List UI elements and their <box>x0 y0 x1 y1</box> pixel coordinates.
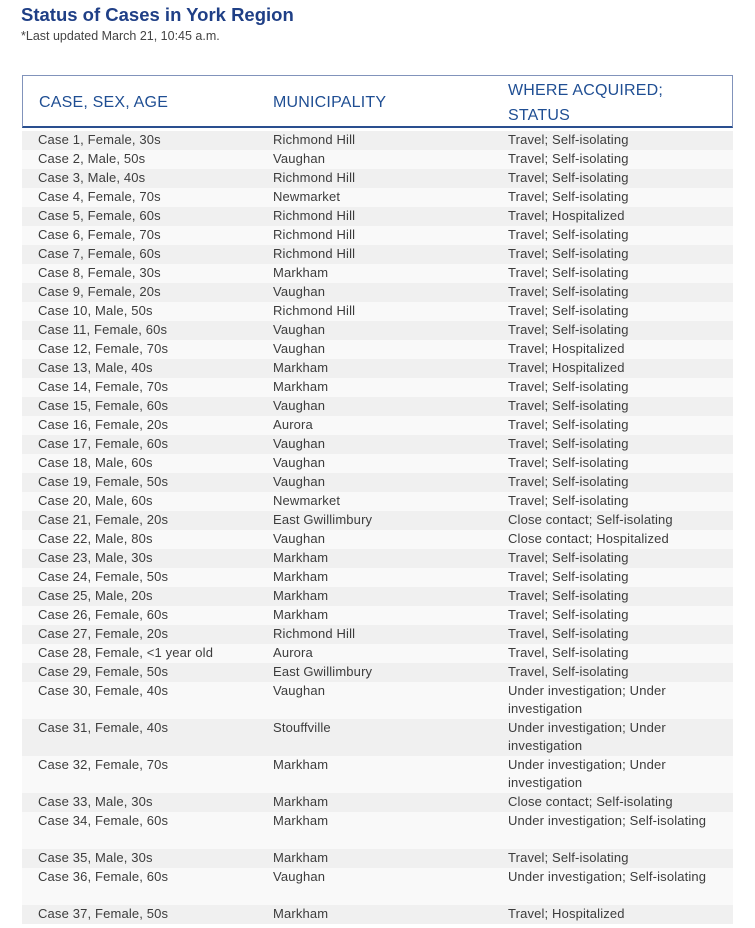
cell-municipality: Vaughan <box>273 436 326 451</box>
cell-status: Travel; Self-isolating <box>508 550 629 565</box>
cell-status: Travel; Hospitalized <box>508 341 625 356</box>
table-row <box>22 150 733 169</box>
cell-status: Travel; Self-isolating <box>508 436 629 451</box>
cell-municipality: Vaughan <box>273 531 326 546</box>
cell-case: Case 10, Male, 50s <box>38 303 153 318</box>
table-row <box>22 492 733 511</box>
cell-municipality: East Gwillimbury <box>273 664 373 679</box>
cell-case: Case 27, Female, 20s <box>38 626 169 641</box>
cell-case: Case 20, Male, 60s <box>38 493 153 508</box>
cell-status: Travel; Self-isolating <box>508 455 629 470</box>
table-row <box>22 568 733 587</box>
cell-status: Close contact; Self-isolating <box>508 794 673 809</box>
cell-case: Case 14, Female, 70s <box>38 379 169 394</box>
cell-municipality: Vaughan <box>273 474 326 489</box>
cell-municipality: Aurora <box>273 645 313 660</box>
cell-municipality: Newmarket <box>273 493 341 508</box>
header-where-acquired-status: WHERE ACQUIRED; STATUS <box>508 82 664 124</box>
cell-case: Case 23, Male, 30s <box>38 550 153 565</box>
cases-table <box>22 75 733 924</box>
cell-status: Travel; Self-isolating <box>508 569 629 584</box>
table-row <box>22 131 733 150</box>
cell-municipality: Markham <box>273 588 329 603</box>
cell-status: Travel; Hospitalized <box>508 208 625 223</box>
cell-case: Case 26, Female, 60s <box>38 607 169 622</box>
table-row <box>22 587 733 606</box>
cell-case: Case 13, Male, 40s <box>38 360 153 375</box>
cell-case: Case 12, Female, 70s <box>38 341 169 356</box>
cell-municipality: Markham <box>273 906 329 921</box>
table-row <box>22 530 733 549</box>
table-row <box>22 416 733 435</box>
cell-status: Travel; Self-isolating <box>508 607 629 622</box>
cell-case: Case 34, Female, 60s <box>38 813 169 828</box>
cell-status: Travel; Self-isolating <box>508 493 629 508</box>
table-row <box>22 905 733 924</box>
cell-status: Travel; Self-isolating <box>508 850 629 865</box>
cell-municipality: Vaughan <box>273 683 326 698</box>
cell-status: Travel; Self-isolating <box>508 265 629 280</box>
cell-status: Travel, Self-isolating <box>508 626 629 641</box>
table-row <box>22 435 733 454</box>
header-case-sex-age: CASE, SEX, AGE <box>39 94 169 111</box>
cell-case: Case 36, Female, 60s <box>38 869 169 884</box>
cell-status: Travel; Self-isolating <box>508 170 629 185</box>
table-header <box>22 75 733 128</box>
cell-municipality: Vaughan <box>273 398 326 413</box>
last-updated-note: *Last updated March 21, 10:45 a.m. <box>21 29 220 43</box>
table-row <box>22 302 733 321</box>
cell-municipality: Markham <box>273 850 329 865</box>
table-row <box>22 340 733 359</box>
cell-municipality: Vaughan <box>273 341 326 356</box>
table-body <box>22 131 733 924</box>
cell-status: Travel, Self-isolating <box>508 645 629 660</box>
cell-case: Case 5, Female, 60s <box>38 208 161 223</box>
cell-case: Case 7, Female, 60s <box>38 246 161 261</box>
cell-status: Travel; Self-isolating <box>508 227 629 242</box>
cell-case: Case 24, Female, 50s <box>38 569 169 584</box>
cell-municipality: Stouffville <box>273 720 331 735</box>
cell-case: Case 17, Female, 60s <box>38 436 169 451</box>
table-row <box>22 511 733 530</box>
cell-municipality: Richmond Hill <box>273 170 356 185</box>
cell-case: Case 6, Female, 70s <box>38 227 161 242</box>
table-row <box>22 868 733 905</box>
table-row <box>22 793 733 812</box>
cell-municipality: Markham <box>273 265 329 280</box>
table-row <box>22 682 733 719</box>
cell-municipality: East Gwillimbury <box>273 512 373 527</box>
cell-case: Case 25, Male, 20s <box>38 588 153 603</box>
table-row <box>22 606 733 625</box>
cell-municipality: Vaughan <box>273 284 326 299</box>
page-title: Status of Cases in York Region <box>21 4 294 25</box>
cell-case: Case 30, Female, 40s <box>38 683 169 698</box>
cell-case: Case 1, Female, 30s <box>38 132 161 147</box>
cell-status: Travel; Self-isolating <box>508 417 629 432</box>
cell-case: Case 35, Male, 30s <box>38 850 153 865</box>
cell-municipality: Markham <box>273 379 329 394</box>
table-row <box>22 397 733 416</box>
cell-case: Case 15, Female, 60s <box>38 398 169 413</box>
cell-status: Travel; Hospitalized <box>508 906 625 921</box>
cell-municipality: Vaughan <box>273 322 326 337</box>
table-row <box>22 756 733 793</box>
table-row <box>22 207 733 226</box>
cell-municipality: Markham <box>273 569 329 584</box>
cell-status: Under investigation; Under investigation <box>508 683 666 716</box>
cell-status: Travel; Self-isolating <box>508 588 629 603</box>
cell-status: Travel, Self-isolating <box>508 664 629 679</box>
cell-status: Travel; Self-isolating <box>508 151 629 166</box>
cell-status: Travel; Self-isolating <box>508 284 629 299</box>
table-row <box>22 549 733 568</box>
cell-municipality: Richmond Hill <box>273 132 356 147</box>
cell-case: Case 28, Female, <1 year old <box>38 645 214 660</box>
table-row <box>22 321 733 340</box>
cell-case: Case 11, Female, 60s <box>38 322 168 337</box>
cell-municipality: Richmond Hill <box>273 626 356 641</box>
cell-status: Close contact; Self-isolating <box>508 512 673 527</box>
cell-case: Case 22, Male, 80s <box>38 531 153 546</box>
table-row <box>22 454 733 473</box>
table-row <box>22 283 733 302</box>
cell-status: Travel; Self-isolating <box>508 398 629 413</box>
table-row <box>22 849 733 868</box>
cell-municipality: Vaughan <box>273 151 326 166</box>
cell-case: Case 3, Male, 40s <box>38 170 146 185</box>
cell-municipality: Markham <box>273 360 329 375</box>
table-row <box>22 812 733 849</box>
cell-case: Case 32, Female, 70s <box>38 757 169 772</box>
cell-status: Travel; Self-isolating <box>508 474 629 489</box>
cell-status: Under investigation; Under investigation <box>508 757 666 790</box>
table-row <box>22 663 733 682</box>
cell-status: Under investigation; Self-isolating <box>508 869 707 884</box>
cell-municipality: Richmond Hill <box>273 246 356 261</box>
cell-case: Case 8, Female, 30s <box>38 265 161 280</box>
table-row <box>22 188 733 207</box>
cell-municipality: Markham <box>273 813 329 828</box>
cell-status: Under investigation; Under investigation <box>508 720 666 753</box>
table-row <box>22 644 733 663</box>
cell-municipality: Richmond Hill <box>273 303 356 318</box>
cell-case: Case 37, Female, 50s <box>38 906 169 921</box>
cell-status: Travel; Self-isolating <box>508 246 629 261</box>
table-row <box>22 264 733 283</box>
cell-case: Case 31, Female, 40s <box>38 720 169 735</box>
cell-municipality: Vaughan <box>273 869 326 884</box>
table-row <box>22 226 733 245</box>
cell-municipality: Markham <box>273 757 329 772</box>
cell-municipality: Markham <box>273 607 329 622</box>
cell-status: Under investigation; Self-isolating <box>508 813 707 828</box>
cell-case: Case 2, Male, 50s <box>38 151 146 166</box>
table-row <box>22 473 733 492</box>
cell-status: Travel; Self-isolating <box>508 379 629 394</box>
cell-status: Travel; Hospitalized <box>508 360 625 375</box>
header-municipality: MUNICIPALITY <box>273 94 387 111</box>
cell-case: Case 33, Male, 30s <box>38 794 153 809</box>
table-row <box>22 625 733 644</box>
cell-case: Case 9, Female, 20s <box>38 284 161 299</box>
cell-municipality: Markham <box>273 550 329 565</box>
table-row <box>22 378 733 397</box>
cell-status: Close contact; Hospitalized <box>508 531 669 546</box>
cell-municipality: Richmond Hill <box>273 208 356 223</box>
cell-case: Case 21, Female, 20s <box>38 512 169 527</box>
cell-case: Case 4, Female, 70s <box>38 189 161 204</box>
cell-case: Case 29, Female, 50s <box>38 664 169 679</box>
cell-municipality: Richmond Hill <box>273 227 356 242</box>
cell-case: Case 16, Female, 20s <box>38 417 169 432</box>
table-row <box>22 169 733 188</box>
table-row <box>22 245 733 264</box>
cell-municipality: Newmarket <box>273 189 341 204</box>
table-row <box>22 719 733 756</box>
cell-case: Case 19, Female, 50s <box>38 474 169 489</box>
cell-status: Travel; Self-isolating <box>508 303 629 318</box>
cell-case: Case 18, Male, 60s <box>38 455 153 470</box>
cell-status: Travel; Self-isolating <box>508 189 629 204</box>
cell-status: Travel; Self-isolating <box>508 322 629 337</box>
cell-municipality: Vaughan <box>273 455 326 470</box>
cell-municipality: Aurora <box>273 417 313 432</box>
cell-status: Travel; Self-isolating <box>508 132 629 147</box>
table-row <box>22 359 733 378</box>
cell-municipality: Markham <box>273 794 329 809</box>
